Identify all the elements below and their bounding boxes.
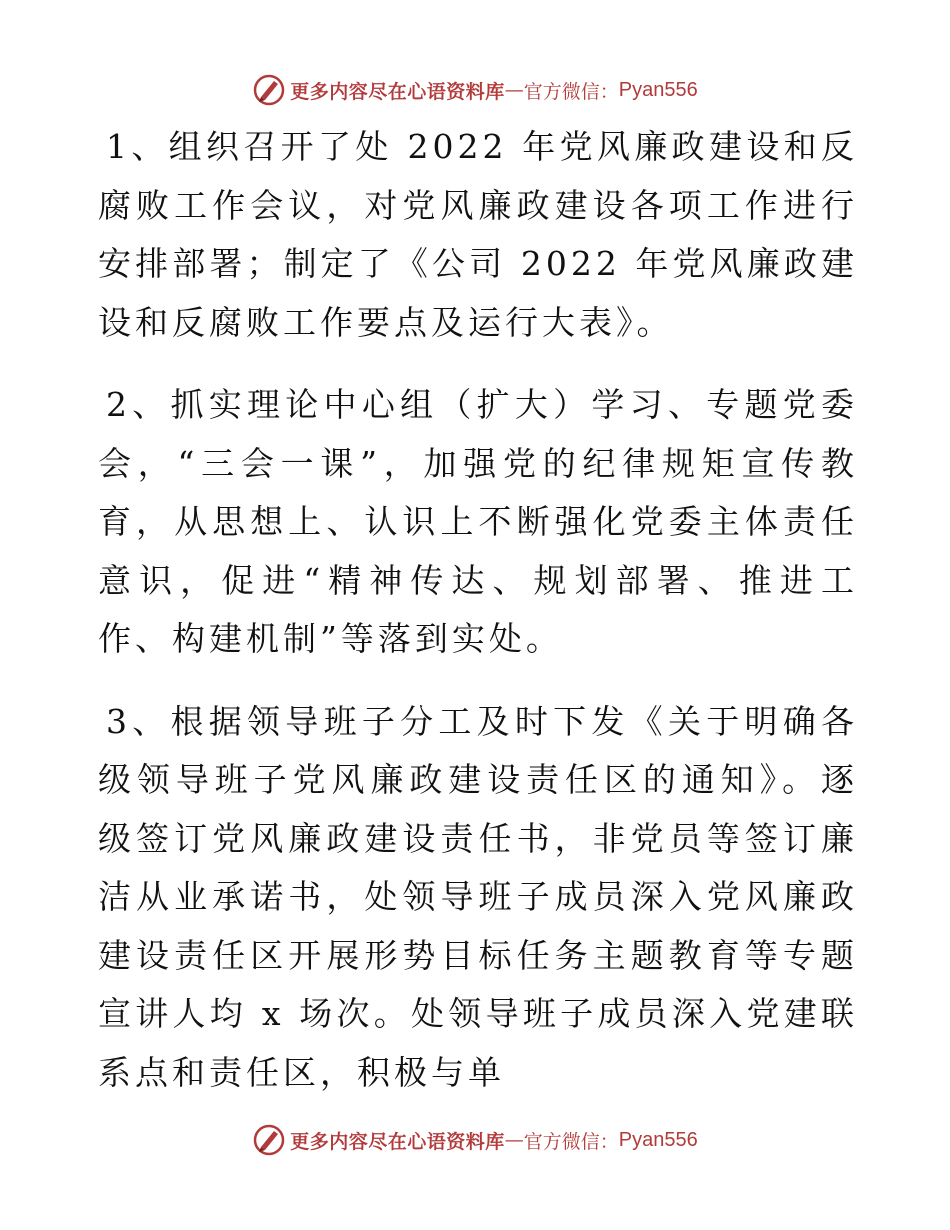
pen-logo-icon (252, 73, 286, 107)
footer-banner (0, 1120, 950, 1160)
pen-logo-icon (252, 1123, 286, 1157)
banner-separator: — (504, 79, 524, 101)
banner-wechat-label: 官方微信： (523, 1130, 619, 1153)
paragraph-2: 2、抓实理论中心组（扩大）学习、专题党委会，“三会一课”，加强党的纪律规矩宣传教育，从思想上、认识上不断强化党委主体责任意识，促进“精神传达、规划部署、推进工作、构建机制”等落到实处。 (98, 385, 858, 658)
banner-wechat-label: 官方微信： (523, 80, 619, 103)
banner-wechat-id: Pyan556 (618, 78, 698, 101)
banner-slogan: 更多内容尽在心语资料库 (290, 80, 505, 103)
banner-separator: — (504, 1129, 524, 1151)
paragraph-3: 3、根据领导班子分工及时下发《关于明确各级领导班子党风廉政建设责任区的通知》。逐级签订党风廉政建设责任书，非党员等签订廉洁从业承诺书，处领导班子成员深入党风廉政建设责任区开展形势目标任务主题教育等专题宣讲人均 x 场次。处领导班子成员深入党建联系点和责任区，积极与单 (98, 701, 858, 1092)
banner-slogan: 更多内容尽在心语资料库 (290, 1130, 505, 1153)
document-body (98, 118, 858, 1102)
banner-wechat-id: Pyan556 (618, 1128, 698, 1151)
header-banner (0, 70, 950, 110)
paragraph-1: 1、组织召开了处 2022 年党风廉政建设和反腐败工作会议，对党风廉政建设各项工作进行安排部署；制定了《公司 2022 年党风廉政建设和反腐败工作要点及运行大表》。 (98, 127, 858, 342)
